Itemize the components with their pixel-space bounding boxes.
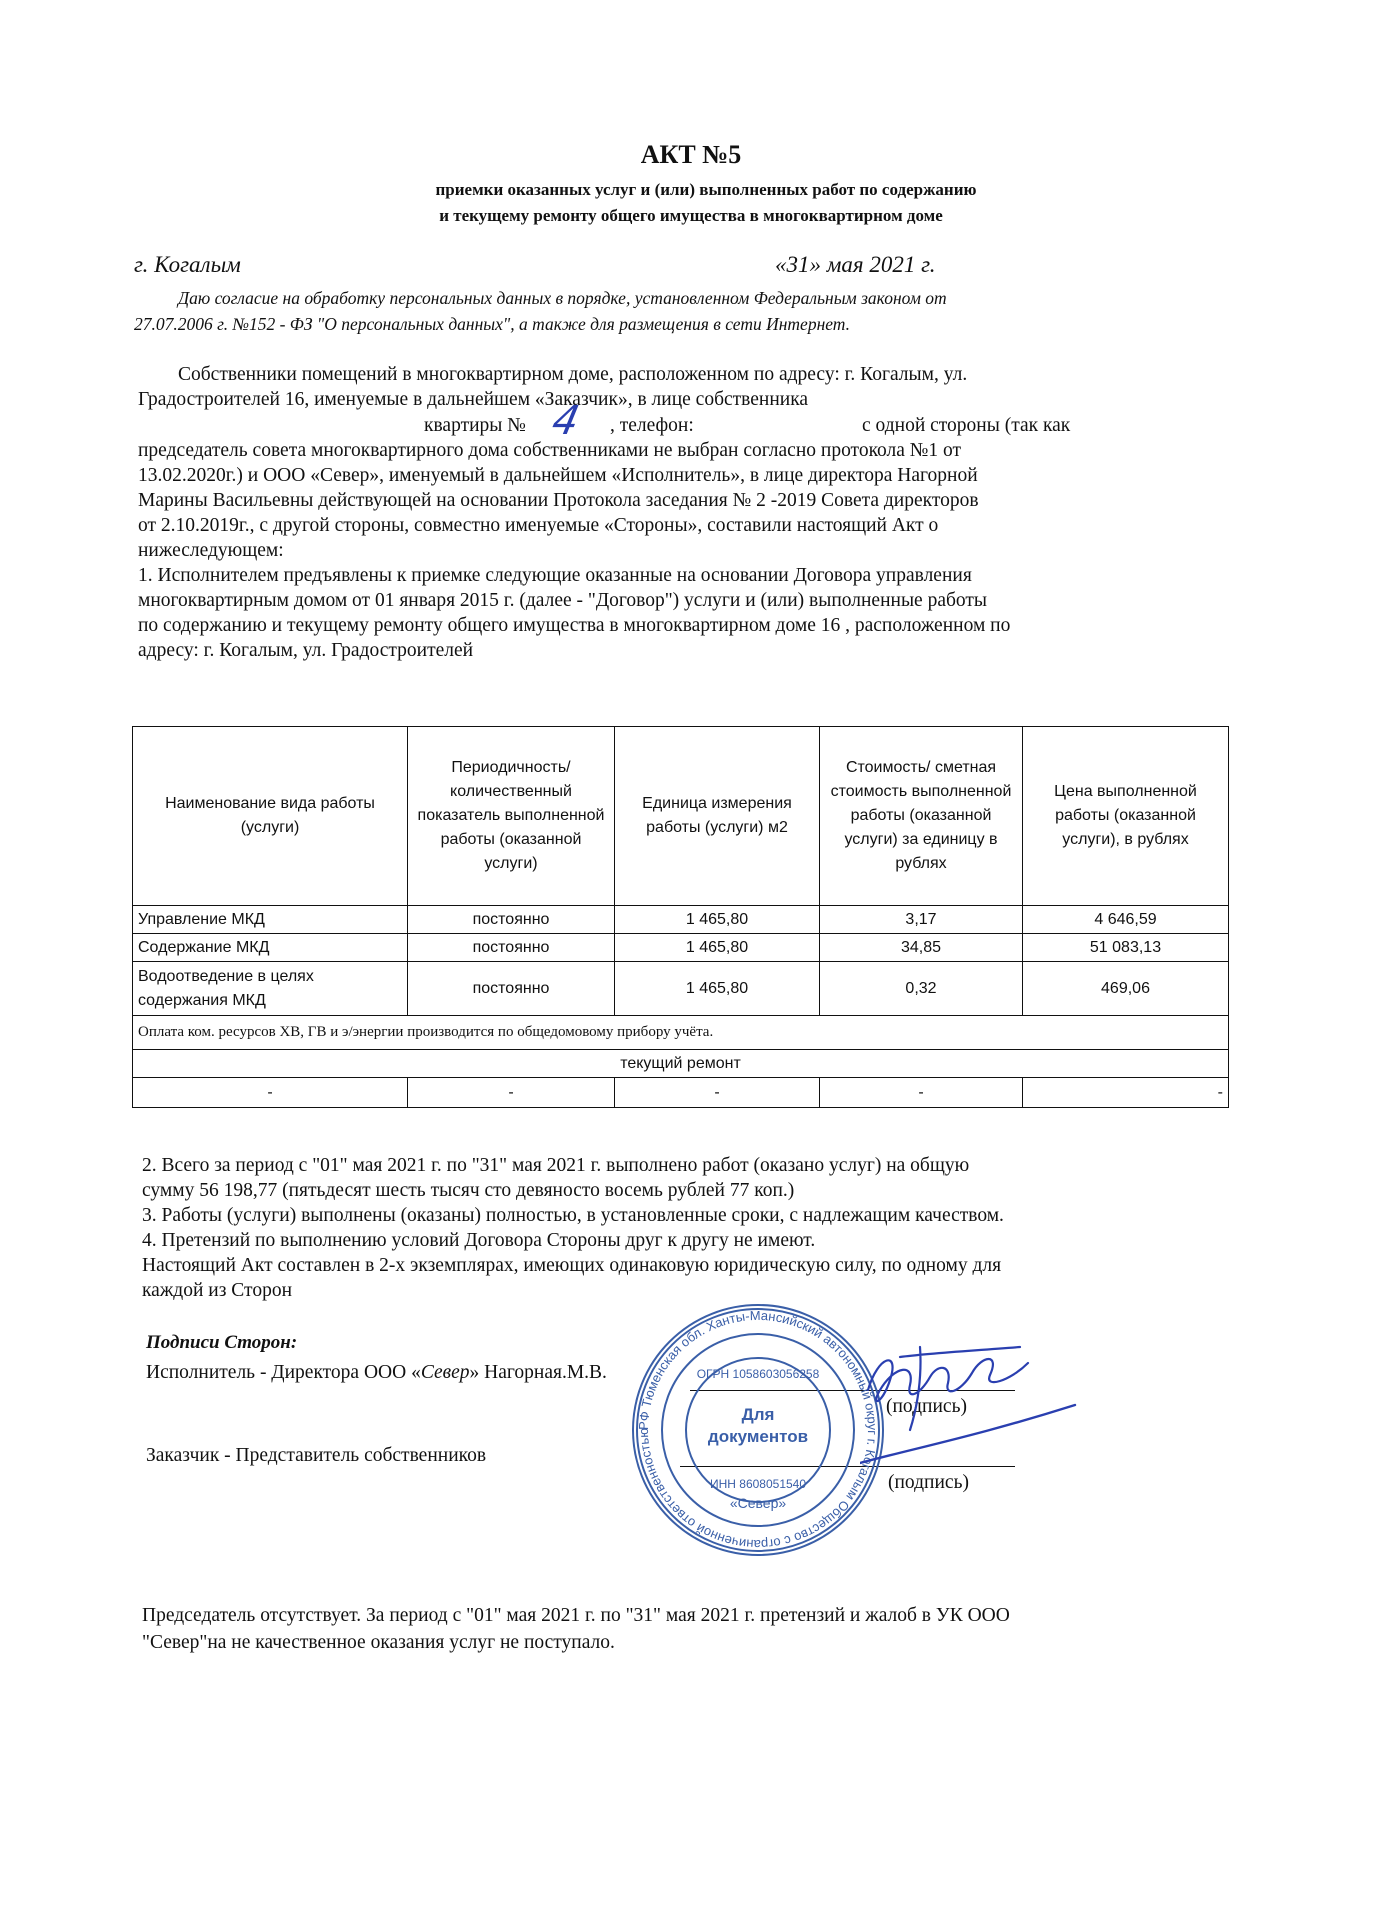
table-header-cell: Единица измерения работы (услуги) м2 <box>615 727 820 906</box>
executor-line <box>146 1360 607 1385</box>
handwritten-apartment-number: 4 <box>548 398 584 444</box>
table-cell: - <box>1023 1078 1229 1108</box>
table-section-row <box>133 1050 1229 1078</box>
table-row <box>133 906 1229 934</box>
table-cell: - <box>820 1078 1023 1108</box>
table-row <box>133 962 1229 1016</box>
para-line: Марины Васильевны действующей на основании Протокола заседания № 2 -2019 Совета директоров <box>138 490 979 511</box>
table-cell: 4 646,59 <box>1023 906 1229 934</box>
para-phone-label: , телефон: <box>610 415 694 436</box>
table-cell: 1 465,80 <box>615 934 820 962</box>
table-cell: - <box>615 1078 820 1108</box>
footer-line: 4. Претензий по выполнению условий Договора Стороны друг к другу не имеют. <box>142 1230 816 1251</box>
table-cell: постоянно <box>408 906 615 934</box>
para-line: по содержанию и текущему ремонту общего имущества в многоквартирном доме 16 , расположенном по <box>138 615 1011 636</box>
table-cell: постоянно <box>408 962 615 1016</box>
table-cell: постоянно <box>408 934 615 962</box>
para-line: Градостроителей 16, именуемые в дальнейшем «Заказчик», в лице собственника <box>138 389 809 410</box>
table-cell: Управление МКД <box>133 906 408 934</box>
stamp-org: «Север» <box>729 1495 787 1511</box>
act-date: «31» мая 2021 г. <box>775 252 936 277</box>
stamp-center-line2: документов <box>707 1427 809 1446</box>
table-header-cell: Наименование вида работы (услуги) <box>133 727 408 906</box>
para-line: Собственники помещений в многоквартирном доме, расположенном по адресу: г. Когалым, ул. <box>178 364 968 385</box>
city: г. Когалым <box>134 252 241 277</box>
table-cell: 1 465,80 <box>615 906 820 934</box>
stamp-inn: ИНН 8608051540 <box>709 1477 807 1491</box>
stamp-center-line1: Для <box>741 1405 775 1424</box>
stamp-ring-text: РФ Тюменская обл. Ханты-Мансийский автономный округ г. Когалым Общество с ограниченной ответственностью <box>635 1307 881 1553</box>
table-row <box>133 934 1229 962</box>
handwritten-signature <box>860 1335 1080 1475</box>
table-header-cell: Стоимость/ сметная стоимость выполненной работы (оказанной услуги) за единицу в рублях <box>820 727 1023 906</box>
para-line: от 2.10.2019г., с другой стороны, совместно именуемые «Стороны», составили настоящий Акт о <box>138 515 939 536</box>
table-cell: 0,32 <box>820 962 1023 1016</box>
para-line: нижеследующем: <box>138 540 284 561</box>
table-cell: Содержание МКД <box>133 934 408 962</box>
company-stamp <box>628 1300 888 1560</box>
table-cell: - <box>408 1078 615 1108</box>
table-cell: Водоотведение в целях содержания МКД <box>133 962 408 1016</box>
para-line: 1. Исполнителем предъявлены к приемке следующие оказанные на основании Договора управления <box>138 565 972 586</box>
para-line: с одной стороны (так как <box>862 415 1071 436</box>
para-apartment-label: квартиры № <box>424 415 526 436</box>
act-subtitle-line1: приемки оказанных услуг и (или) выполненных работ по содержанию <box>435 180 977 199</box>
table-cell: 469,06 <box>1023 962 1229 1016</box>
table-cell: 3,17 <box>820 906 1023 934</box>
customer-sign-caption: (подпись) <box>888 1472 969 1493</box>
footer-line: 3. Работы (услуги) выполнены (оказаны) полностью, в установленные сроки, с надлежащим качеством. <box>142 1205 1004 1226</box>
footer-line: каждой из Сторон <box>142 1280 293 1301</box>
para-line: председатель совета многоквартирного дома собственниками не выбран согласно протокола №1 от <box>138 440 962 461</box>
para-line: многоквартирным домом от 01 января 2015 г. (далее - "Договор") услуги и (или) выполненные работы <box>138 590 988 611</box>
table-cell: 51 083,13 <box>1023 934 1229 962</box>
executor-prefix: Исполнитель - Директора ООО « <box>146 1362 421 1383</box>
customer-line: Заказчик - Представитель собственников <box>146 1445 487 1466</box>
table-header-cell: Периодичность/ количественный показатель выполненной работы (оказанной услуги) <box>408 727 615 906</box>
act-title: АКТ №5 <box>640 140 742 169</box>
table-cell: 34,85 <box>820 934 1023 962</box>
consent-line2: 27.07.2006 г. №152 - ФЗ "О персональных данных", а также для размещения в сети Интернет. <box>134 314 851 334</box>
table-header-row <box>133 727 1229 906</box>
table-note-row <box>133 1016 1229 1050</box>
table-section-label: текущий ремонт <box>133 1050 1229 1078</box>
footer-line: сумму 56 198,77 (пятьдесят шесть тысяч сто девяносто восемь рублей 77 коп.) <box>142 1180 795 1201</box>
para-line: адресу: г. Когалым, ул. Градостроителей <box>138 640 474 661</box>
chairman-note-line2: "Север"на не качественное оказания услуг не поступало. <box>142 1632 615 1653</box>
stamp-ogrn: ОГРН 1058603056258 <box>696 1367 820 1381</box>
footer-line: Настоящий Акт составлен в 2-х экземплярах, имеющих одинаковую юридическую силу, по одному для <box>142 1255 1002 1276</box>
table-cell: 1 465,80 <box>615 962 820 1016</box>
para-line: 13.02.2020г.) и ООО «Север», именуемый в дальнейшем «Исполнитель», в лице директора Нагорной <box>138 465 978 486</box>
consent-line1: Даю согласие на обработку персональных данных в порядке, установленном Федеральным законом от <box>178 288 947 308</box>
executor-name: » Нагорная.М.В. <box>469 1362 607 1383</box>
signatures-label: Подписи Сторон <box>146 1332 291 1353</box>
table-header-cell: Цена выполненной работы (оказанной услуги), в рублях <box>1023 727 1229 906</box>
table-note: Оплата ком. ресурсов ХВ, ГВ и э/энергии производится по общедомовому прибору учёта. <box>133 1016 1229 1050</box>
footer-line: 2. Всего за период с "01" мая 2021 г. по "31" мая 2021 г. выполнено работ (оказано услуг) на общую <box>142 1155 970 1176</box>
chairman-note-line1: Председатель отсутствует. За период с "01" мая 2021 г. по "31" мая 2021 г. претензий и жалоб в УК ООО <box>142 1605 1010 1626</box>
table-cell: - <box>133 1078 408 1108</box>
works-table <box>132 726 1229 1108</box>
executor-org: Север <box>420 1362 470 1383</box>
signatures-heading: Подписи Сторон: <box>146 1332 298 1353</box>
executor-sign-caption: (подпись) <box>886 1396 967 1417</box>
table-row <box>133 1078 1229 1108</box>
act-subtitle-line2: и текущему ремонту общего имущества в многоквартирном доме <box>439 206 943 225</box>
